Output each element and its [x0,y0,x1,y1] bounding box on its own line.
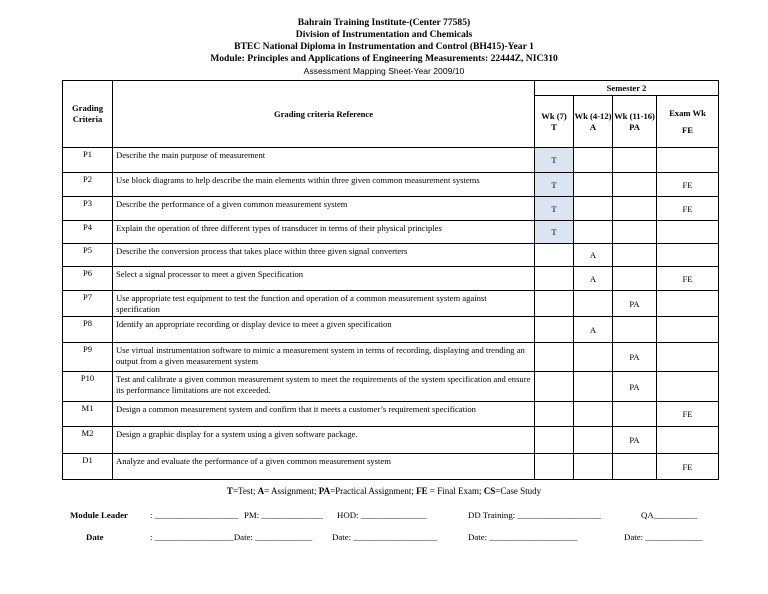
assessment-mark: FE [657,454,719,480]
assessment-mark [574,173,613,197]
criteria-code: P3 [63,197,113,221]
assessment-mark: A [574,244,613,267]
assessment-mark [574,221,613,244]
assessment-mark: T [535,148,574,173]
assessment-mark [574,402,613,427]
assessment-mark: T [535,197,574,221]
criteria-code: P10 [63,372,113,402]
assessment-mark [535,427,574,454]
assessment-mark: T [535,221,574,244]
assessment-mark: A [574,267,613,291]
header-week-4: Exam Wk FE [657,96,719,148]
table-row [63,343,719,372]
criteria-code: P4 [63,221,113,244]
criteria-description: Identify an appropriate recording or display device to meet a given specification [113,317,535,343]
assessment-mark [613,148,657,173]
criteria-code: P5 [63,244,113,267]
assessment-mark [657,317,719,343]
criteria-description: Use virtual instrumentation software to mimic a measurement system in terms of recording, displaying and trending an output from a given measurement system [113,343,535,372]
module-leader-line: : ___________________ [150,510,239,520]
header-grading-criteria: Grading Criteria [63,81,113,148]
hod-line: HOD: _______________ [337,510,427,520]
header-line-5: Assessment Mapping Sheet-Year 2009/10 [303,66,465,76]
assessment-mark: T [535,173,574,197]
assessment-mark [657,244,719,267]
criteria-description: Design a graphic display for a system using a given software package. [113,427,535,454]
table-row [63,148,719,173]
criteria-description: Describe the main purpose of measurement [113,148,535,173]
date-line-2: Date: ___________________ [332,532,437,542]
assessment-mark [535,372,574,402]
header-week-1: Wk (7) T [535,96,574,148]
assessment-mark [657,372,719,402]
criteria-code: M2 [63,427,113,454]
header-line-3: BTEC National Diploma in Instrumentation and Control (BH415)-Year 1 [234,41,534,52]
criteria-code: P6 [63,267,113,291]
qa-line: QA__________ [641,510,698,520]
assessment-mark [613,244,657,267]
assessment-mark [613,317,657,343]
table-row [63,372,719,402]
date-line-1: : __________________Date: _____________ [150,532,313,542]
criteria-description: Select a signal processor to meet a given Specification [113,267,535,291]
assessment-mark [574,197,613,221]
criteria-code: P1 [63,148,113,173]
criteria-description: Design a common measurement system and confirm that it meets a customer’s requirement specification [113,402,535,427]
table-row [63,427,719,454]
criteria-description: Analyze and evaluate the performance of a given common measurement system [113,454,535,480]
assessment-mark: FE [657,267,719,291]
table-row [63,291,719,317]
assessment-mark [535,343,574,372]
assessment-mark [535,244,574,267]
criteria-code: P8 [63,317,113,343]
table-row [63,454,719,480]
assessment-mark [657,221,719,244]
assessment-mark [574,454,613,480]
pm-line: PM: ______________ [244,510,323,520]
assessment-mark: A [574,317,613,343]
assessment-mark [535,317,574,343]
assessment-mapping-table [62,80,719,480]
assessment-mark: FE [657,197,719,221]
assessment-mark: FE [657,402,719,427]
assessment-mark [535,291,574,317]
assessment-mark [574,291,613,317]
date-line-4: Date: _____________ [624,532,703,542]
assessment-mark [657,343,719,372]
table-row [63,244,719,267]
criteria-description: Use appropriate test equipment to test the function and operation of a common measurement system against specification [113,291,535,317]
module-leader-label: Module Leader [70,510,128,520]
assessment-mark [657,148,719,173]
assessment-mark [613,173,657,197]
assessment-mark: PA [613,343,657,372]
dd-training-line: DD Training: ___________________ [468,510,601,520]
criteria-code: D1 [63,454,113,480]
criteria-code: P9 [63,343,113,372]
header-line-2: Division of Instrumentation and Chemicals [295,29,473,40]
assessment-mark [613,454,657,480]
assessment-mark [574,148,613,173]
assessment-mark [574,427,613,454]
criteria-description: Describe the conversion process that takes place within three given signal converters [113,244,535,267]
assessment-mark [535,454,574,480]
header-line-1: Bahrain Training Institute-(Center 77585) [297,17,471,28]
criteria-code: M1 [63,402,113,427]
criteria-code: P2 [63,173,113,197]
criteria-description: Use block diagrams to help describe the main elements within three given common measurement systems [113,173,535,197]
assessment-mark: PA [613,372,657,402]
assessment-mark [613,197,657,221]
criteria-description: Describe the performance of a given common measurement system [113,197,535,221]
assessment-mark: FE [657,173,719,197]
assessment-mark [657,427,719,454]
date-label: Date [86,532,104,542]
date-line-3: Date: ____________________ [468,532,578,542]
table-row [63,221,719,244]
table-row [63,402,719,427]
assessment-mark: PA [613,427,657,454]
criteria-code: P7 [63,291,113,317]
assessment-mark [613,402,657,427]
criteria-description: Test and calibrate a given common measurement system to meet the requirements of the system specification and ensure its performance limitations are not exceeded. [113,372,535,402]
assessment-mark [613,221,657,244]
header-criteria-reference: Grading criteria Reference [113,81,535,148]
table-row [63,267,719,291]
legend: T=Test; A= Assignment; PA=Practical Assignment; FE = Final Exam; CS=Case Study [226,486,542,496]
assessment-mark: PA [613,291,657,317]
header-line-4: Module: Principles and Applications of Engineering Measurements: 22444Z, NIC310 [210,53,558,64]
assessment-mark [574,372,613,402]
assessment-mark [613,267,657,291]
assessment-mark [657,291,719,317]
table-row [63,173,719,197]
assessment-mark [574,343,613,372]
header-week-2: Wk (4-12) A [574,96,613,148]
table-row [63,317,719,343]
assessment-mark [535,267,574,291]
assessment-mark [535,402,574,427]
table-row [63,197,719,221]
header-week-3: Wk (11-16) PA [613,96,657,148]
criteria-description: Explain the operation of three different types of transducer in terms of their physical principles [113,221,535,244]
header-semester: Semester 2 [535,81,719,96]
